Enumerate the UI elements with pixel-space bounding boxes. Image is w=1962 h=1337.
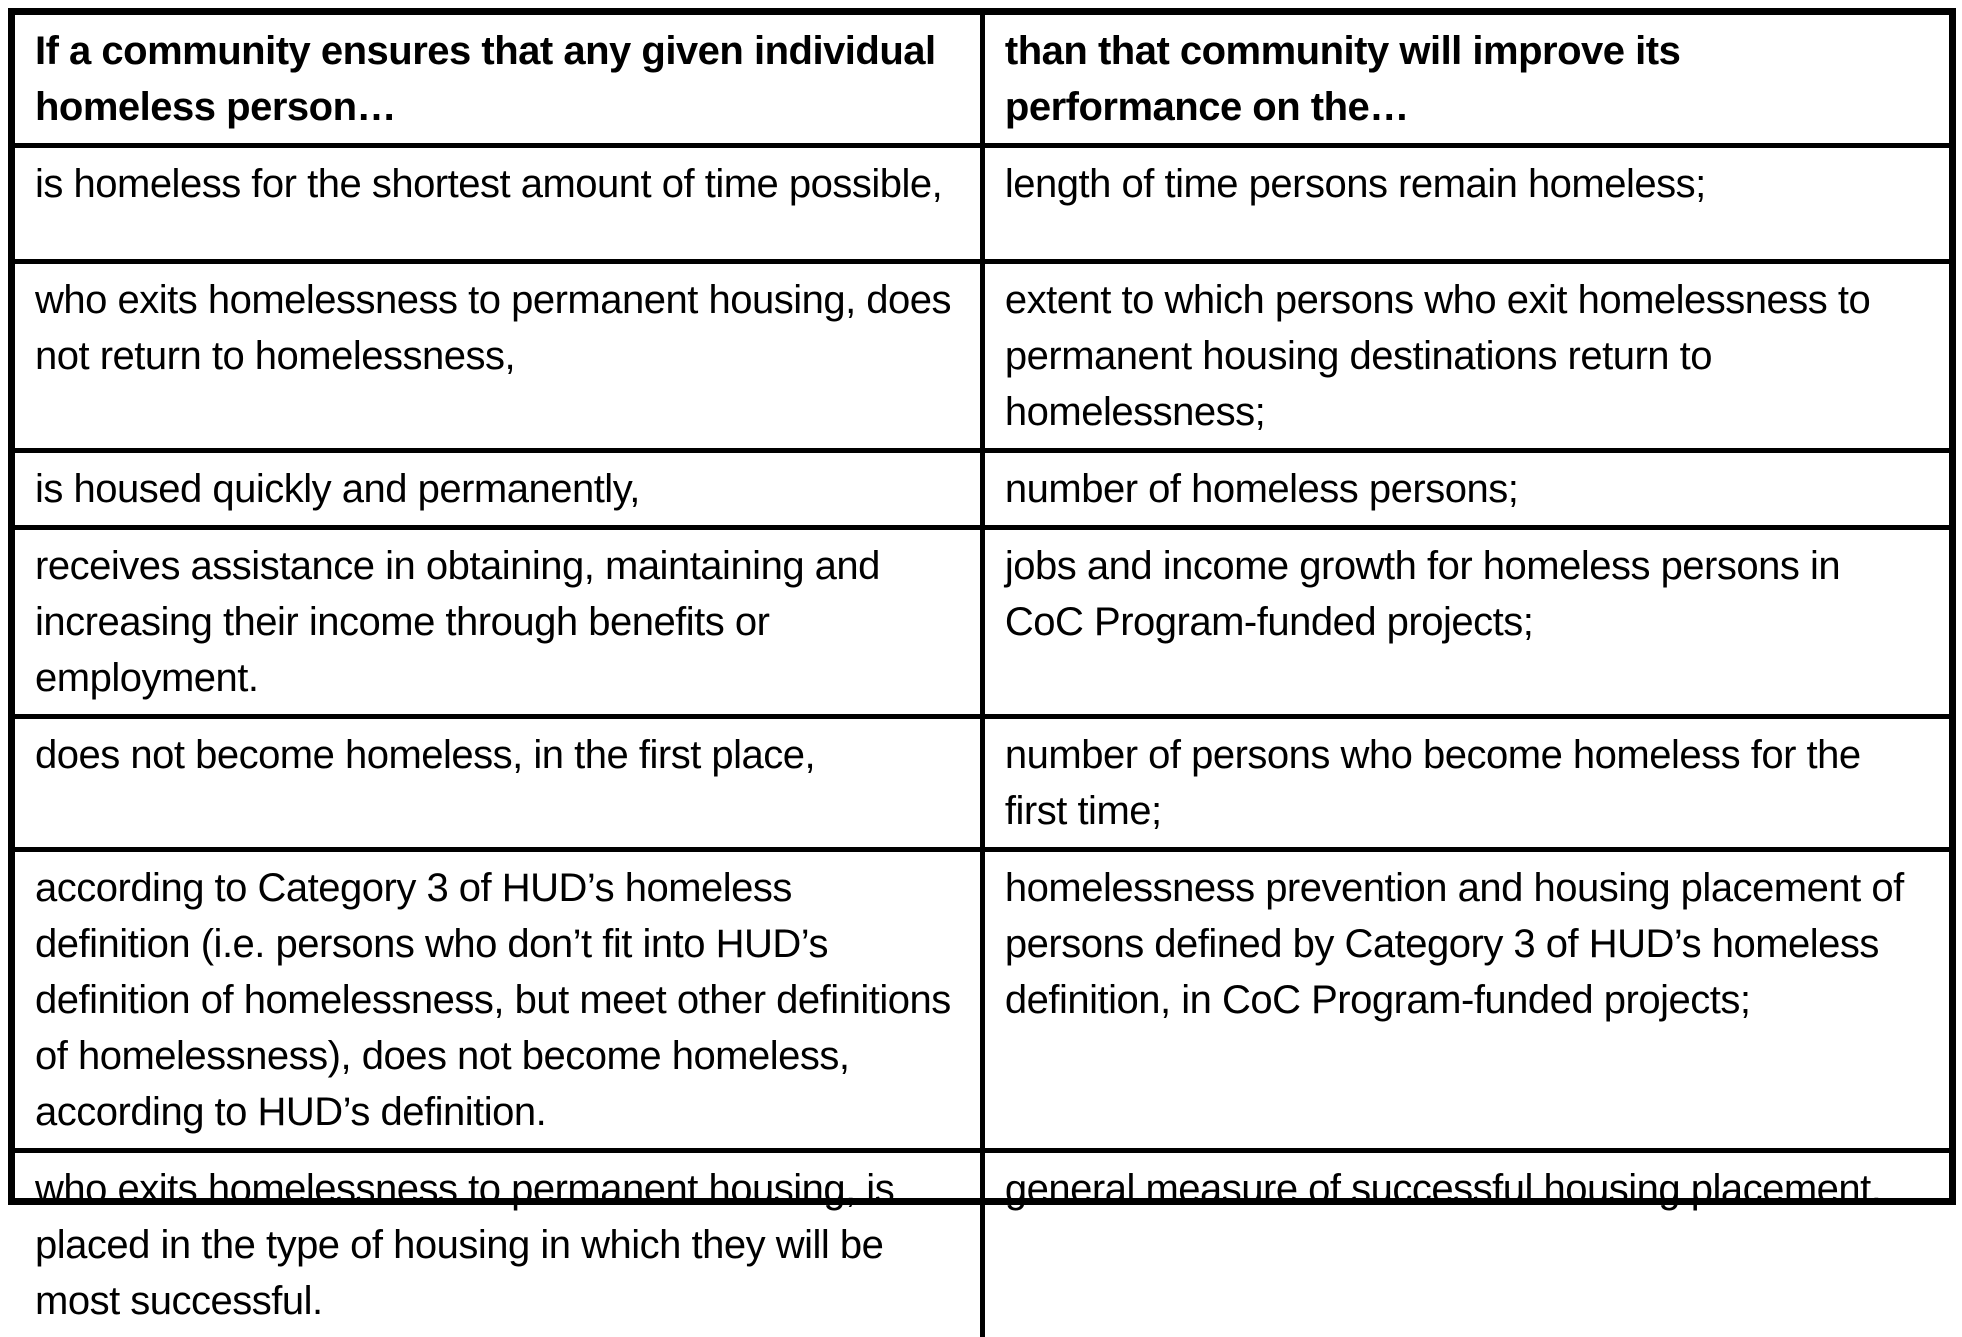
outcome-cell: homelessness prevention and housing placement of persons defined by Category 3 of HUD’s homeless definition, in CoC Program-funded projects; [1004, 866, 1904, 1022]
table-header-row [15, 15, 1949, 143]
header-cell-condition: If a community ensures that any given individual homeless person… [15, 15, 985, 143]
condition-cell: who exits homelessness to permanent housing, is placed in the type of housing in which they will be most successful. [15, 1153, 985, 1337]
condition-cell: is housed quickly and permanently, [15, 453, 985, 525]
outcome-cell: length of time persons remain homeless; [1004, 162, 1706, 206]
outcome-cell: number of homeless persons; [1004, 467, 1519, 511]
table-row [15, 847, 1949, 1148]
outcome-cell: general measure of successful housing placement. [1004, 1167, 1882, 1211]
condition-cell: is homeless for the shortest amount of time possible, [15, 148, 985, 259]
outcome-cell: number of persons who become homeless for the first time; [1004, 733, 1861, 833]
table-row [15, 525, 1949, 714]
header-cell-outcome: than that community will improve its performance on the… [1004, 29, 1681, 129]
condition-cell: does not become homeless, in the first place, [15, 719, 985, 847]
condition-cell: according to Category 3 of HUD’s homeless definition (i.e. persons who don’t fit into HUD’s definition of homelessness, but meet other definitions of homelessness), does not become homeless, according to HUD’s definition. [15, 852, 985, 1148]
table-row [15, 143, 1949, 259]
condition-cell: who exits homelessness to permanent housing, does not return to homelessness, [15, 264, 985, 448]
table-row [15, 448, 1949, 525]
table-row [15, 1148, 1949, 1337]
table-row [15, 714, 1949, 847]
condition-cell: receives assistance in obtaining, maintaining and increasing their income through benefits or employment. [15, 530, 985, 714]
table-row [15, 259, 1949, 448]
outcome-cell: extent to which persons who exit homelessness to permanent housing destinations return to homelessness; [1004, 278, 1871, 434]
outcome-cell: jobs and income growth for homeless persons in CoC Program-funded projects; [1004, 544, 1841, 644]
performance-measures-table [8, 8, 1956, 1323]
